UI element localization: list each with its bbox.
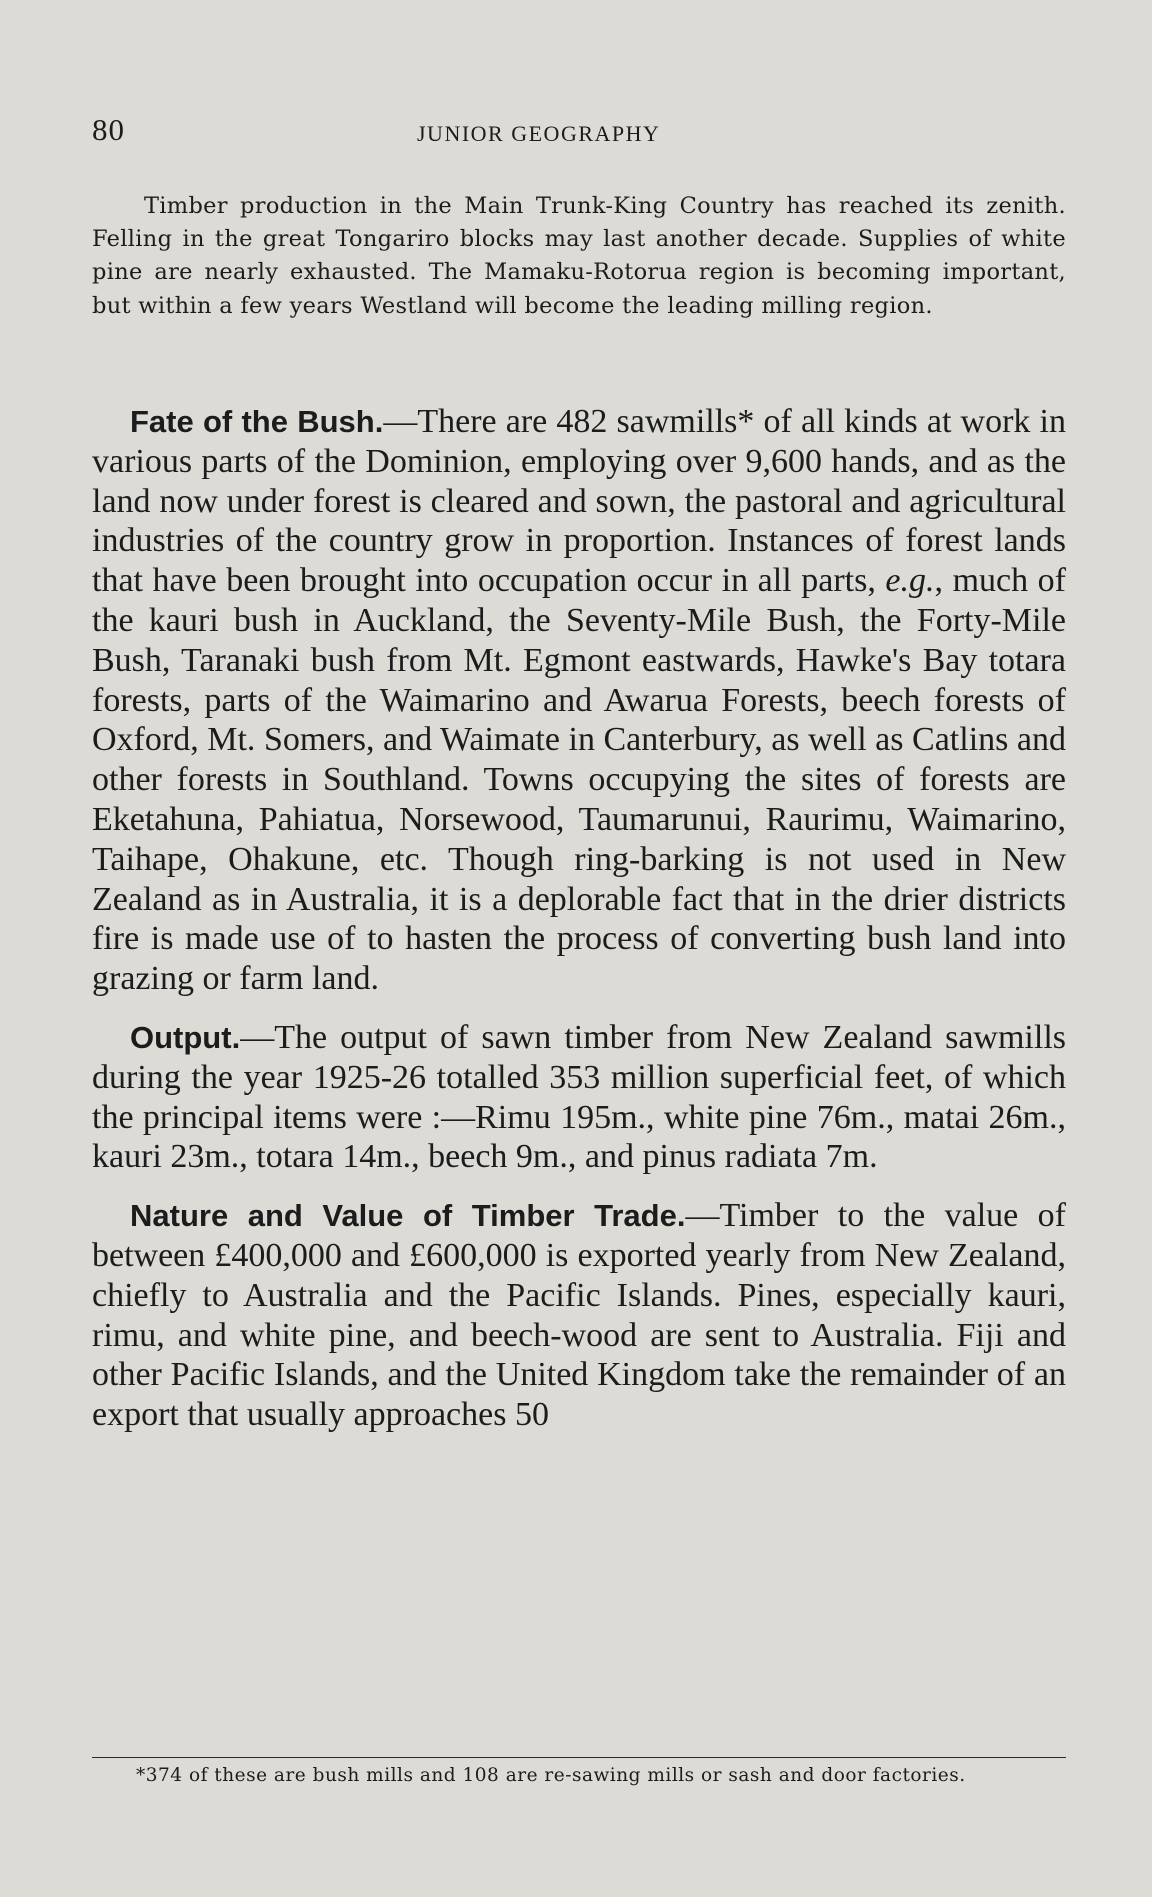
intro-paragraph-block	[92, 190, 1066, 323]
page-number: 80	[92, 112, 125, 147]
section-timber-trade	[92, 1196, 1066, 1435]
footnote-divider	[92, 1757, 1066, 1758]
section-heading-output: Output.	[130, 1019, 241, 1055]
section-text-fate-of-the-bush-part2: , much of the kauri bush in Auckland, the Seventy-Mile Bush, the Forty-Mile Bush, Taranaki bush from Mt. Egmont eastwards, Hawke's Bay totara forests, parts of the Waimarino and Awarua Forests, beech forests of Oxford, Mt. Somers, and Waimate in Canterbury, as well as Catlins and other forests in Southland. Towns occupying the sites of forests are Eketahuna, Pahiatua, Norsewood, Taumarunui, Raurimu, Waimarino, Taihape, Ohakune, etc. Though ring-barking is not used in New Zealand as in Australia, it is a deplorable fact that in the drier districts fire is made use of to hasten the process of converting bush land into grazing or farm land.	[92, 562, 1066, 998]
page-header	[92, 112, 1072, 152]
running-title: JUNIOR GEOGRAPHY	[417, 121, 661, 146]
intro-paragraph: Timber production in the Main Trunk-King Country has reached its zenith. Felling in the great Tongariro blocks may last another decade. Supplies of white pine are nearly exhausted. The Mamaku-Rotorua region is becoming important, but within a few years Westland will become the leading milling region.	[92, 193, 1066, 319]
section-heading-timber-trade: Nature and Value of Timber Trade.	[130, 1198, 686, 1234]
section-heading-fate-of-the-bush: Fate of the Bush.	[130, 404, 384, 439]
main-text	[92, 402, 1066, 1454]
section-text-timber-trade: —Timber to the value of between £400,000 and £600,000 is exported yearly from New Zealand, chiefly to Australia and the Pacific Islands. Pines, especially kauri, rimu, and white pine, and beech-wood are sent to Australia. Fiji and other Pacific Islands, and the United Kingdom take the remainder of an export that usually approaches 50	[92, 1197, 1066, 1434]
section-text-fate-of-the-bush-part1: —There are 482 sawmills* of all kinds at work in various parts of the Dominion, employing over 9,600 hands, and as the land now under forest is cleared and sown, the pastoral and agricultural industries of the country grow in proportion. Instances of forest lands that have been brought into occupation occur in all parts,	[92, 403, 1067, 600]
footnote-block	[92, 1764, 1066, 1787]
section-text-emphasis: e.g.	[885, 562, 935, 600]
footnote: *374 of these are bush mills and 108 are re-sawing mills or sash and door factories.	[136, 1765, 966, 1786]
section-output	[92, 1018, 1066, 1177]
section-text-output: —The output of sawn timber from New Zealand sawmills during the year 1925-26 totalled 353 million superficial feet, of which the principal items were :—Rimu 195m., white pine 76m., matai 26m., kauri 23m., totara 14m., beech 9m., and pinus radiata 7m.	[92, 1018, 1066, 1176]
section-fate-of-the-bush	[92, 402, 1066, 999]
